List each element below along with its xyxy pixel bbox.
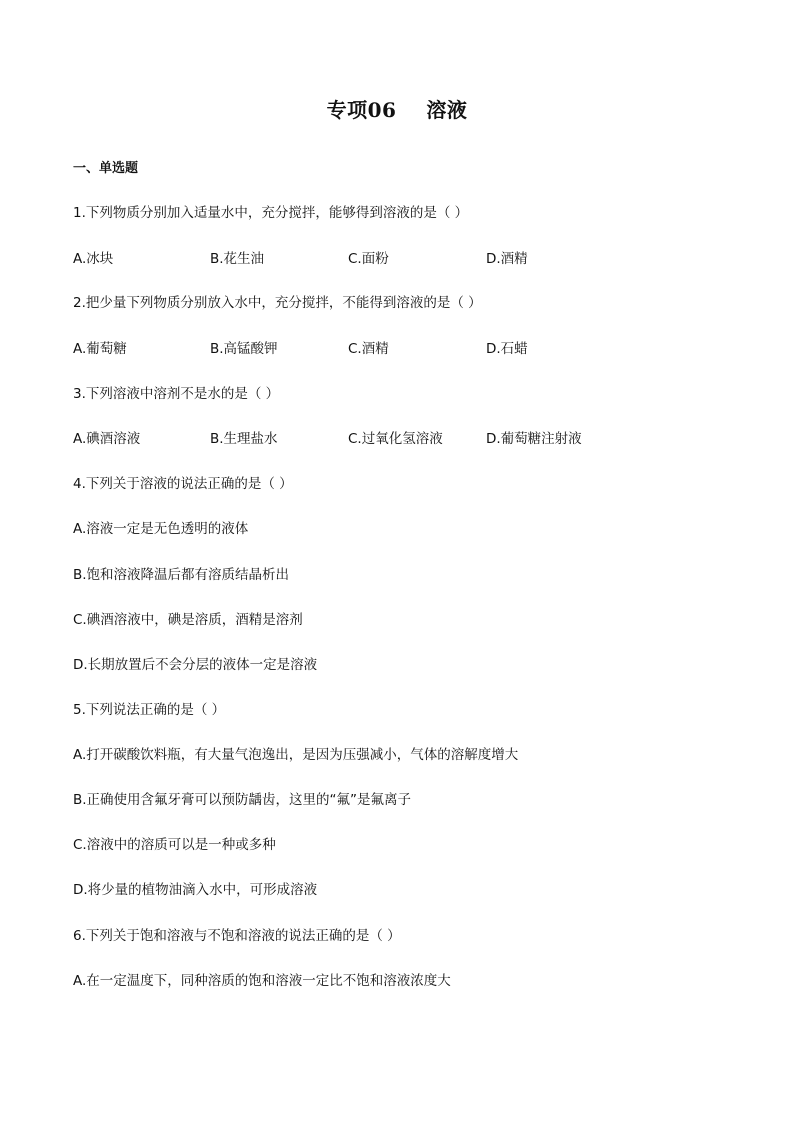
question-stem: 5.下列说法正确的是（ ） xyxy=(73,702,226,718)
question-stem: 4.下列关于溶液的说法正确的是（ ） xyxy=(73,476,293,492)
question-option: A.在一定温度下，同种溶质的饱和溶液一定比不饱和溶液浓度大 xyxy=(73,973,451,989)
question-stem: 6.下列关于饱和溶液与不饱和溶液的说法正确的是（ ） xyxy=(73,928,401,944)
question-option: D.酒精 xyxy=(486,251,528,267)
question-option: C.面粉 xyxy=(348,251,389,267)
question-option: B.正确使用含氟牙膏可以预防龋齿，这里的“氟”是氟离子 xyxy=(73,792,412,808)
title-topic-number: 专项06 xyxy=(326,98,397,122)
question-option: D.石蜡 xyxy=(486,341,528,357)
question-option: B.饱和溶液降温后都有溶质结晶析出 xyxy=(73,567,290,583)
title-topic-name: 溶液 xyxy=(426,98,468,122)
question-option: D.将少量的植物油滴入水中，可形成溶液 xyxy=(73,882,318,898)
question-option: B.高锰酸钾 xyxy=(210,341,278,357)
question-option: D.葡萄糖注射液 xyxy=(486,431,582,447)
question-option: C.碘酒溶液中，碘是溶质，酒精是溶剂 xyxy=(73,612,303,628)
question-option: D.长期放置后不会分层的液体一定是溶液 xyxy=(73,657,318,673)
question-option: C.溶液中的溶质可以是一种或多种 xyxy=(73,837,276,853)
question-option: B.花生油 xyxy=(210,251,265,267)
question-option: A.葡萄糖 xyxy=(73,341,127,357)
page-title xyxy=(0,94,794,123)
question-option: C.酒精 xyxy=(348,341,389,357)
question-option: C.过氧化氢溶液 xyxy=(348,431,443,447)
question-option: B.生理盐水 xyxy=(210,431,278,447)
question-option: A.溶液一定是无色透明的液体 xyxy=(73,521,249,537)
question-stem: 1.下列物质分别加入适量水中，充分搅拌，能够得到溶液的是（ ） xyxy=(73,205,469,221)
section-heading: 一、单选题 xyxy=(73,161,139,176)
question-option: A.碘酒溶液 xyxy=(73,431,141,447)
question-option: A.冰块 xyxy=(73,251,114,267)
question-option: A.打开碳酸饮料瓶，有大量气泡逸出，是因为压强减小，气体的溶解度增大 xyxy=(73,747,519,763)
question-stem: 3.下列溶液中溶剂不是水的是（ ） xyxy=(73,386,280,402)
question-stem: 2.把少量下列物质分别放入水中，充分搅拌，不能得到溶液的是（ ） xyxy=(73,295,482,311)
